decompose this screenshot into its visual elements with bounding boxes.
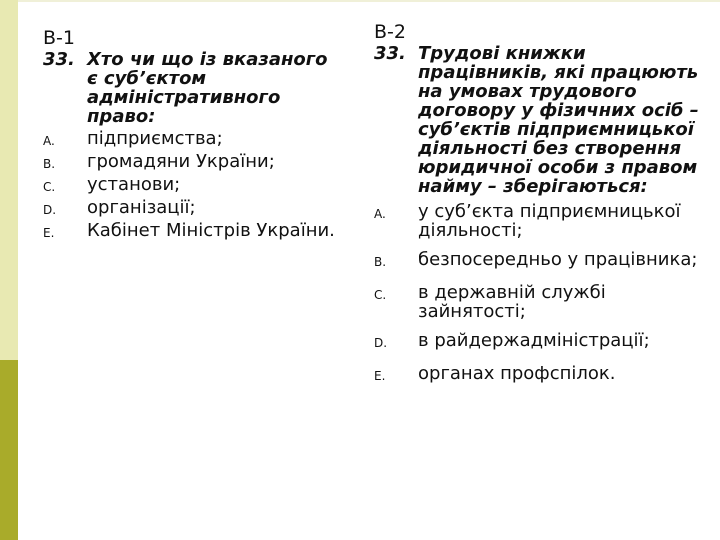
- variant-2-block: [374, 22, 704, 397]
- option-letter: B.: [43, 157, 56, 171]
- variant-1-label: В-1: [43, 27, 75, 49]
- variant-1-block: [43, 28, 343, 244]
- variant-2-options: [374, 202, 704, 387]
- stripe-dark-segment: [0, 360, 18, 540]
- variant-1-option-a: [43, 129, 343, 152]
- option-text: організації;: [87, 197, 196, 218]
- variant-1-question: [43, 50, 343, 126]
- option-text: в державній службі зайнятості;: [418, 282, 606, 322]
- option-text: органах профспілок.: [418, 363, 616, 384]
- variant-1-option-c: [43, 175, 343, 198]
- option-letter: C.: [374, 288, 387, 302]
- stripe-light-segment: [0, 0, 18, 360]
- variant-1-question-number: 33.: [43, 49, 75, 70]
- option-letter: D.: [374, 336, 388, 350]
- variant-2-question-text: Трудові книжки працівників, які працюють на умовах трудового договору у фізичних осіб – суб’єктів підприємницької діяльності без створення юридичної особи з правом найму – зберігаються:: [418, 43, 699, 197]
- option-text: підприємства;: [87, 128, 223, 149]
- variant-2-question-number: 33.: [374, 43, 406, 64]
- option-letter: A.: [43, 134, 55, 148]
- variant-2-question: [374, 44, 704, 196]
- option-letter: A.: [374, 207, 386, 221]
- option-text: громадяни України;: [87, 151, 275, 172]
- variant-1-option-d: [43, 198, 343, 221]
- variant-2-option-a: [374, 202, 704, 240]
- option-letter: E.: [43, 226, 55, 240]
- variant-1-question-text: Хто чи що із вказаного є суб’єктом адміністративного право:: [87, 49, 328, 127]
- variant-2-option-c: [374, 283, 704, 321]
- left-decorative-stripe: [0, 0, 18, 540]
- option-text: установи;: [87, 174, 181, 195]
- variant-2-option-d: [374, 331, 704, 354]
- variant-1-option-b: [43, 152, 343, 175]
- top-divider-line: [18, 0, 720, 2]
- option-text: у суб’єкта підприємницької діяльності;: [418, 201, 681, 241]
- option-letter: D.: [43, 203, 57, 217]
- variant-2-label: В-2: [374, 21, 406, 43]
- option-letter: C.: [43, 180, 56, 194]
- variant-1-options: [43, 129, 343, 244]
- option-letter: B.: [374, 255, 387, 269]
- option-text: безпосередньо у працівника;: [418, 249, 698, 270]
- variant-2-option-b: [374, 250, 704, 273]
- option-letter: E.: [374, 369, 386, 383]
- option-text: в райдержадміністрації;: [418, 330, 650, 351]
- option-text: Кабінет Міністрів України.: [87, 220, 335, 241]
- variant-1-option-e: [43, 221, 343, 244]
- variant-2-option-e: [374, 364, 704, 387]
